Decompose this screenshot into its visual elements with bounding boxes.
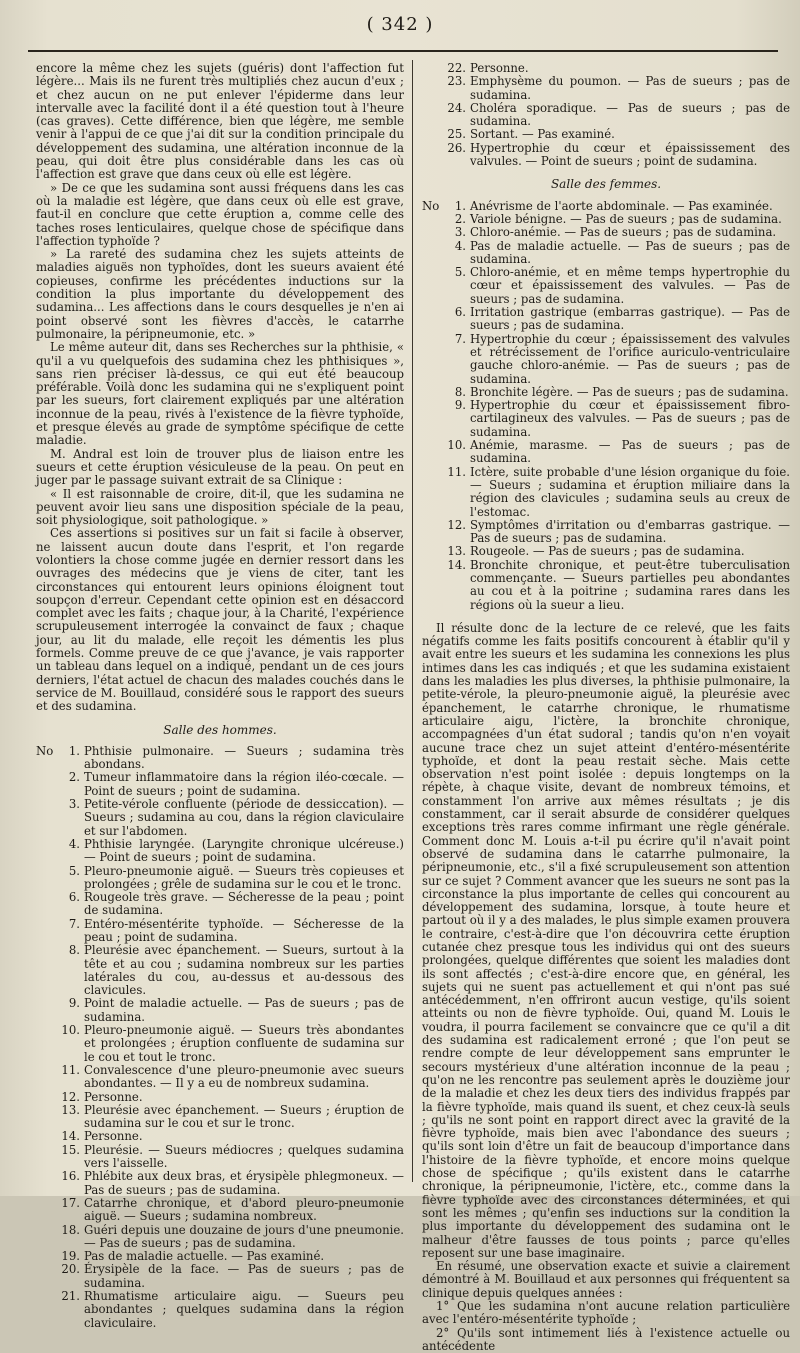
case-number: 7. bbox=[68, 916, 80, 931]
case-number: 4. bbox=[68, 836, 80, 851]
case-text: Rougeole très grave. — Sécheresse de la peau ; point de sudamina. bbox=[84, 890, 404, 918]
case-prefix bbox=[36, 1064, 58, 1091]
conclusion-text bbox=[422, 622, 790, 1353]
case-entry bbox=[36, 891, 404, 918]
case-entry bbox=[422, 559, 790, 612]
case-number: 15. bbox=[61, 1142, 80, 1157]
case-entry bbox=[422, 128, 790, 141]
case-text: Pleuro-pneumonie aiguë. — Sueurs très copieuses et prolongées ; grêle de sudamina sur le cou et le tronc. bbox=[84, 863, 404, 891]
case-number: 1. bbox=[454, 198, 466, 213]
case-entry bbox=[422, 306, 790, 333]
case-prefix bbox=[422, 439, 444, 466]
paragraph: Ces assertions si positives sur un fait si facile à observer, ne laissent aucun doute dans l'esprit, et l'on regarde volontiers la chose comme jugée en dernier ressort dans les ouvrages des médecins que je viens de citer, tant les circonstances qui entourent leurs opinions éloignent tout soupçon d'erreur. Cependant cette opinion est en désaccord complet avec les faits ; chaque jour, à la Charité, l'expérience scrupuleusement interrogée la convainct de faux ; chaque jour, au lit du malade, elle reçoit les démentis les plus formels. Comme preuve de ce que j'avance, je vais rapporter un tableau dans lequel on a indiqué, pendant un de ces jours derniers, l'état actuel de chacun des malades couchés dans le service de M. Bouillaud, considéré sous le rapport des sueurs et des sudamina. bbox=[36, 526, 404, 714]
case-prefix bbox=[36, 1091, 58, 1104]
case-prefix bbox=[36, 798, 58, 838]
case-entry bbox=[36, 1250, 404, 1263]
case-text: Sortant. — Pas examiné. bbox=[470, 127, 615, 142]
case-text: Guéri depuis une douzaine de jours d'une pneumonie. — Pas de sueurs ; pas de sudamina. bbox=[84, 1222, 404, 1250]
case-entry bbox=[36, 798, 404, 838]
case-entry bbox=[36, 865, 404, 892]
case-entry bbox=[36, 1197, 404, 1224]
case-entry bbox=[36, 997, 404, 1024]
case-text: Pleurésie avec épanchement. — Sueurs ; éruption de sudamina sur le cou et sur le tronc. bbox=[84, 1102, 404, 1131]
case-prefix bbox=[36, 1290, 58, 1330]
case-prefix bbox=[422, 142, 444, 169]
case-entry bbox=[36, 1170, 404, 1197]
case-text: Bronchite légère. — Pas de sueurs ; pas de sudamina. bbox=[470, 384, 789, 399]
women-section-title: Salle des femmes. bbox=[550, 177, 662, 192]
paragraph: M. Andral est loin de trouver plus de liaison entre les sueurs et cette éruption vésiculeuse de la peau. On peut en juger par le passage suivant extrait de sa Clinique : bbox=[36, 446, 404, 488]
case-entry bbox=[422, 102, 790, 129]
case-entry bbox=[422, 545, 790, 558]
case-number: 12. bbox=[447, 517, 466, 532]
case-prefix bbox=[422, 519, 444, 546]
case-prefix bbox=[36, 891, 58, 918]
left-column bbox=[36, 62, 404, 1330]
case-prefix bbox=[422, 102, 444, 129]
case-prefix bbox=[422, 545, 444, 558]
case-number: 23. bbox=[447, 74, 466, 89]
case-entry bbox=[36, 1130, 404, 1143]
case-text: Irritation gastrique (embarras gastrique). — Pas de sueurs ; pas de sudamina. bbox=[470, 305, 790, 333]
case-number: 10. bbox=[447, 438, 466, 453]
conclusion-point: 1° Que les sudamina n'ont aucune relation particulière avec l'entéro-mésentérite typhoïde ; bbox=[422, 1299, 790, 1327]
case-prefix: No bbox=[36, 743, 54, 758]
case-prefix bbox=[36, 918, 58, 945]
case-text: Bronchite chronique, et peut-être tuberculisation commençante. — Sueurs partielles peu abondantes au cou et à la poitrine ; sudamina rares dans les régions où la sueur a lieu. bbox=[470, 557, 790, 612]
case-text: Pleurésie. — Sueurs médiocres ; quelques sudamina vers l'aisselle. bbox=[84, 1142, 404, 1171]
conclusion-point: 2° Qu'ils sont intimement liés à l'existence actuelle ou antécédente bbox=[422, 1325, 790, 1353]
case-prefix bbox=[36, 1144, 58, 1171]
case-text: Hypertrophie du cœur et épaississement fibro-cartilagineux des valvules. — Pas de sueurs ; pas de sudamina. bbox=[470, 398, 790, 439]
case-prefix bbox=[36, 838, 58, 865]
case-number: 1. bbox=[68, 743, 80, 758]
case-text: Personne. bbox=[470, 61, 529, 75]
left-intro-text bbox=[36, 62, 404, 714]
case-text: Érysipèle de la face. — Pas de sueurs ; pas de sudamina. bbox=[84, 1262, 404, 1290]
case-number: 12. bbox=[61, 1089, 80, 1104]
case-text: Personne. bbox=[84, 1129, 143, 1144]
case-number: 5. bbox=[68, 863, 80, 878]
case-entry bbox=[422, 75, 790, 102]
case-prefix bbox=[422, 386, 444, 399]
case-entry bbox=[422, 399, 790, 439]
case-number: 13. bbox=[61, 1102, 80, 1117]
case-entry bbox=[36, 1064, 404, 1091]
case-prefix bbox=[422, 306, 444, 333]
case-number: 4. bbox=[454, 238, 466, 253]
case-number: 8. bbox=[454, 384, 466, 399]
case-text: Emphysème du poumon. — Pas de sueurs ; pas de sudamina. bbox=[470, 74, 790, 102]
case-number: 26. bbox=[447, 140, 466, 155]
case-text: Tumeur inflammatoire dans la région iléo-cœcale. — Point de sueurs ; point de sudamina. bbox=[84, 770, 404, 798]
case-entry bbox=[36, 1144, 404, 1171]
case-prefix bbox=[36, 944, 58, 997]
case-number: 21. bbox=[61, 1289, 80, 1304]
paragraph: En résumé, une observation exacte et suivie a clairement démontré à M. Bouillaud et aux personnes qui fréquentent sa clinique depuis quelques années : bbox=[422, 1259, 790, 1300]
case-prefix bbox=[422, 559, 444, 612]
case-text: Choléra sporadique. — Pas de sueurs ; pas de sudamina. bbox=[470, 100, 790, 129]
case-number: 2. bbox=[68, 770, 80, 785]
case-number: 7. bbox=[454, 331, 466, 346]
case-entry bbox=[36, 1091, 404, 1104]
paragraph: Le même auteur dit, dans ses Recherches sur la phthisie, « qu'il a vu quelquefois des sudamina chez les phthisiques », sans rien préciser là-dessus, ce qui eut été beaucoup préférable. Voilà donc les sudamina qui ne s'expliquent point par les sueurs, fort clairement expliqués par une altération inconnue de la peau, rivés à l'existence de la fièvre typhoïde, et presque élevés au grade de symptôme spécifique de cette maladie. bbox=[36, 340, 404, 448]
case-number: 3. bbox=[68, 797, 80, 812]
men-section-title: Salle des hommes. bbox=[163, 722, 277, 737]
case-number: 19. bbox=[61, 1249, 80, 1264]
case-text: Rougeole. — Pas de sueurs ; pas de sudamina. bbox=[470, 544, 745, 559]
case-entry bbox=[422, 226, 790, 239]
case-prefix bbox=[422, 75, 444, 102]
case-prefix bbox=[36, 1130, 58, 1143]
case-number: 14. bbox=[447, 557, 466, 572]
case-entry bbox=[422, 200, 790, 213]
case-prefix bbox=[422, 213, 444, 226]
case-number: 3. bbox=[454, 225, 466, 240]
case-text: Anémie, marasme. — Pas de sueurs ; pas de sudamina. bbox=[470, 438, 790, 466]
case-entry bbox=[36, 918, 404, 945]
case-entry bbox=[36, 771, 404, 798]
case-prefix: No bbox=[422, 198, 440, 213]
case-text: Catarrhe chronique, et d'abord pleuro-pneumonie aiguë. — Sueurs ; sudamina nombreux. bbox=[84, 1195, 404, 1224]
paragraph: » De ce que les sudamina sont aussi fréquens dans les cas où la maladie est légère, que dans ceux où elle est grave, faut-il en conclure que cette éruption a, comme celle des taches roses lenticulaires, quelque chose de spécifique dans l'affection typhoïde ? bbox=[36, 180, 404, 248]
case-text: Ictère, suite probable d'une lésion organique du foie. — Sueurs ; sudamina et éruption miliaire dans la région des clavicules ; sudamina seuls au creux de l'estomac. bbox=[470, 464, 790, 519]
case-entry bbox=[36, 1104, 404, 1131]
case-entry bbox=[422, 333, 790, 386]
case-number: 10. bbox=[61, 1023, 80, 1038]
case-text: Phlébite aux deux bras, et érysipèle phlegmoneux. — Pas de sueurs ; pas de sudamina. bbox=[84, 1169, 404, 1197]
case-number: 17. bbox=[61, 1195, 80, 1210]
case-number: 8. bbox=[68, 943, 80, 958]
case-text: Convalescence d'une pleuro-pneumonie avec sueurs abondantes. — Il y a eu de nombreux sudamina. bbox=[84, 1062, 404, 1091]
case-number: 24. bbox=[447, 100, 466, 115]
case-number: 25. bbox=[447, 127, 466, 142]
case-prefix bbox=[36, 1250, 58, 1263]
case-number: 22. bbox=[447, 61, 466, 75]
case-prefix bbox=[422, 62, 444, 75]
case-number: 6. bbox=[454, 305, 466, 320]
case-entry bbox=[422, 213, 790, 226]
case-prefix bbox=[36, 1024, 58, 1064]
case-entry bbox=[36, 1263, 404, 1290]
men-case-list bbox=[36, 745, 404, 1330]
case-number: 16. bbox=[61, 1169, 80, 1184]
case-entry bbox=[36, 1290, 404, 1330]
men-case-list-continued bbox=[422, 62, 790, 168]
case-text: Phthisie pulmonaire. — Sueurs ; sudamina très abondans. bbox=[84, 743, 404, 772]
case-text: Phthisie laryngée. (Laryngite chronique ulcéreuse.) — Point de sueurs ; point de sudamina. bbox=[84, 836, 404, 865]
case-prefix bbox=[422, 466, 444, 519]
case-text: Petite-vérole confluente (période de dessiccation). — Sueurs ; sudamina au cou, dans la région claviculaire et sur l'abdomen. bbox=[84, 797, 404, 838]
case-prefix bbox=[422, 333, 444, 386]
case-entry bbox=[36, 944, 404, 997]
case-entry bbox=[422, 62, 790, 75]
case-entry bbox=[422, 240, 790, 267]
case-prefix bbox=[36, 1224, 58, 1251]
case-prefix bbox=[422, 399, 444, 439]
case-number: 20. bbox=[61, 1262, 80, 1277]
case-number: 11. bbox=[61, 1062, 80, 1077]
case-prefix bbox=[36, 1170, 58, 1197]
case-prefix bbox=[36, 1263, 58, 1290]
case-text: Entéro-mésentérite typhoïde. — Sécheresse de la peau ; point de sudamina. bbox=[84, 916, 404, 944]
case-text: Chloro-anémie. — Pas de sueurs ; pas de sudamina. bbox=[470, 225, 777, 240]
case-text: Pas de maladie actuelle. — Pas examiné. bbox=[84, 1249, 325, 1264]
case-entry bbox=[36, 1024, 404, 1064]
case-number: 2. bbox=[454, 211, 466, 226]
case-text: Chloro-anémie, et en même temps hypertrophie du cœur et épaississement des valvules. — Pas de sueurs ; pas de sudamina. bbox=[470, 265, 790, 306]
case-number: 5. bbox=[454, 265, 466, 280]
case-text: Anévrisme de l'aorte abdominale. — Pas examinée. bbox=[470, 198, 773, 213]
case-number: 14. bbox=[61, 1129, 80, 1144]
paragraph: » La rareté des sudamina chez les sujets atteints de maladies aiguës non typhoïdes, dont les sueurs avaient été copieuses, confirme les précédentes inductions sur la condition la plus importante du développement des sudamina... Les affections dans le cours desquelles je n'en ai point observé sont les fièvres d'accès, le catarrhe pulmonaire, la péripneumonie, etc. » bbox=[36, 247, 404, 341]
case-prefix bbox=[422, 226, 444, 239]
case-prefix bbox=[36, 1197, 58, 1224]
case-prefix bbox=[422, 266, 444, 306]
case-prefix bbox=[36, 997, 58, 1024]
case-entry bbox=[422, 142, 790, 169]
case-number: 9. bbox=[68, 996, 80, 1011]
case-text: Pleuro-pneumonie aiguë. — Sueurs très abondantes et prolongées ; éruption confluente de sudamina sur le cou et tout le tronc. bbox=[84, 1023, 404, 1064]
case-entry bbox=[422, 266, 790, 306]
case-text: Hypertrophie du cœur ; épaississement des valvules et rétrécissement de l'orifice auriculo-ventriculaire gauche chloro-anémie. — Pas de sueurs ; pas de sudamina. bbox=[470, 331, 790, 386]
case-entry bbox=[36, 745, 404, 772]
case-prefix bbox=[36, 771, 58, 798]
page-number: ( 342 ) bbox=[366, 14, 434, 35]
case-entry bbox=[422, 519, 790, 546]
case-prefix bbox=[422, 128, 444, 141]
case-entry bbox=[36, 1224, 404, 1251]
women-case-list bbox=[422, 200, 790, 612]
case-prefix bbox=[36, 865, 58, 892]
paragraph: « Il est raisonnable de croire, dit-il, que les sudamina ne peuvent avoir lieu sans une disposition spéciale de la peau, soit physiologique, soit pathologique. » bbox=[36, 486, 404, 528]
case-number: 18. bbox=[61, 1222, 80, 1237]
paragraph: Il résulte donc de la lecture de ce relevé, que les faits négatifs comme les faits positifs concourent à établir qu'il y avait entre les sueurs et les sudamina les connexions les plus intimes dans les cas indiqués ; et que les sudamina existaient dans les maladies les plus diverses, la phthisie pulmonaire, la petite-vérole, la pleuro-pneumonie aiguë, la pleurésie avec épanchement, le catarrhe chronique, le rhumatisme articulaire aigu, l'ictère, la bronchite chronique, accompagnées d'un état sudoral ; tandis qu'on n'en voyait aucune trace chez un sujet atteint d'entéro-mésentérite typhoïde, et dont la peau restait sèche. Mais cette observation n'est point isolée : depuis longtemps on la répète, à chaque visite, devant de nombreux témoins, et constamment l'on arrive aux mêmes résultats ; je dis constamment, car il serait absurde de considérer quelques exceptions très rares comme infirmant une règle générale. Comment donc M. Louis a-t-il pu écrire qu'il n'avait point observé de sudamina dans le catarrhe pulmonaire, la péripneumonie, etc., s'il a fixé scrupuleusement son attention sur ce sujet ? Comment avancer que les sueurs ne sont pas la circonstance la plus importante de celles qui concourent au développement des sudamina, lorsque, à toute heure et partout où il y a des malades, le plus simple examen prouvera le contraire, c'est-à-dire que l'on découvrira cette éruption cutanée chez presque tous les individus qui ont des sueurs prolongées, quelque différentes que soient les maladies dont ils sont affectés ; c'est-à-dire encore que, en général, les sujets qui ne suent pas actuellement et qui n'ont pas sué antécédemment, n'en offriront aucun vestige, qu'ils soient atteints ou non de fièvre typhoïde. Oui, quand M. Louis le voudra, il pourra facilement se convaincre que ce qu'il a dit des sudamina est radicalement erroné ; que l'on peut se rendre compte de leur développement sans emprunter le secours mystérieux d'une altération inconnue de la peau ; qu'on ne les rencontre pas seulement après le douzième jour de la maladie et chez les deux tiers des individus frappés par la fièvre typhoïde, mais quand ils suent, et chez ceux-là seuls ; qu'ils ne sont point en rapport direct avec la gravité de la fièvre typhoïde, mais bien avec l'abondance des sueurs ; qu'ils sont loin d'être un fait de beaucoup d'importance dans l'histoire de la fièvre typhoïde, et encore moins quelque chose de spécifique ; qu'ils existent dans le catarrhe chronique, la péripneumonie, l'ictère, etc., comme dans la fièvre typhoïde avec des circonstances déterminées, et qui sont les mêmes ; qu'enfin ses inductions sur la condition la plus importante du développement des sudamina ont le malheur d'être fausses de tous points ; parce qu'elles reposent sur une base imaginaire. bbox=[422, 620, 790, 1260]
page-header bbox=[0, 8, 800, 56]
header-rule bbox=[28, 50, 778, 52]
case-text: Variole bénigne. — Pas de sueurs ; pas de sudamina. bbox=[470, 211, 782, 226]
right-column bbox=[422, 62, 790, 1353]
case-number: 11. bbox=[447, 464, 466, 479]
case-text: Symptômes d'irritation ou d'embarras gastrique. — Pas de sueurs ; pas de sudamina. bbox=[470, 517, 790, 546]
case-text: Point de maladie actuelle. — Pas de sueurs ; pas de sudamina. bbox=[84, 996, 404, 1024]
case-text: Personne. bbox=[84, 1089, 143, 1104]
case-entry bbox=[36, 838, 404, 865]
case-entry bbox=[422, 466, 790, 519]
case-text: Pas de maladie actuelle. — Pas de sueurs ; pas de sudamina. bbox=[470, 238, 790, 266]
case-entry bbox=[422, 386, 790, 399]
case-entry bbox=[422, 439, 790, 466]
case-number: 6. bbox=[68, 890, 80, 905]
case-number: 9. bbox=[454, 398, 466, 413]
case-text: Rhumatisme articulaire aigu. — Sueurs peu abondantes ; quelques sudamina dans la région claviculaire. bbox=[84, 1289, 404, 1330]
case-text: Hypertrophie du cœur et épaississement des valvules. — Point de sueurs ; point de sudamina. bbox=[470, 140, 790, 169]
paragraph: encore la même chez les sujets (guéris) dont l'affection fut légère... Mais ils ne furent très multipliés chez aucun d'eux ; et chez aucun on ne put enlever l'épiderme dans leur intervalle avec la facilité dont il a été question tout à l'heure (cas graves). Cette différence, bien que légère, me semble venir à l'appui de ce que j'ai dit sur la condition principale du développement des sudamina, une altération inconnue de la peau, qui doit être plus considérable dans les cas où l'affection est grave que dans ceux où elle est légère. bbox=[36, 61, 404, 182]
case-prefix bbox=[422, 240, 444, 267]
case-text: Pleurésie avec épanchement. — Sueurs, surtout à la tête et au cou ; sudamina nombreux sur les parties latérales du cou, au-dessus et au-dessous des clavicules. bbox=[84, 943, 404, 998]
case-prefix bbox=[36, 1104, 58, 1131]
column-divider bbox=[412, 60, 413, 1182]
case-number: 13. bbox=[447, 544, 466, 559]
